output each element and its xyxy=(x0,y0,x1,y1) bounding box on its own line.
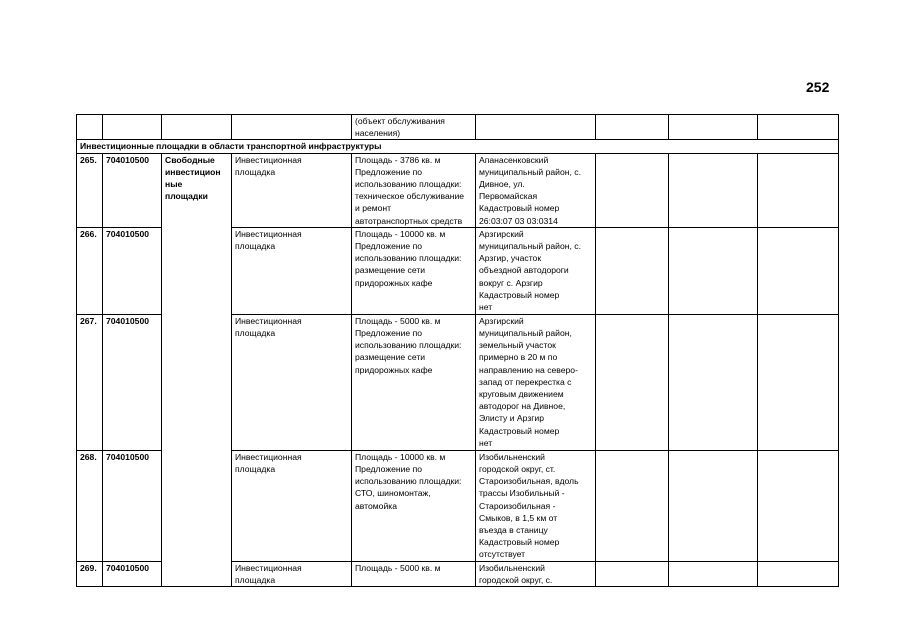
row-type: Инвестиционная площадка xyxy=(232,561,352,586)
row-type: Инвестиционная площадка xyxy=(232,314,352,450)
row-location: Изобильненский городской округ, с. xyxy=(476,561,596,586)
cell-empty xyxy=(758,561,839,586)
cell-empty xyxy=(596,314,669,450)
row-code: 704010500 xyxy=(103,450,162,561)
row-type: Инвестиционная площадка xyxy=(232,153,352,227)
cell-empty xyxy=(596,115,669,140)
row-code: 704010500 xyxy=(103,561,162,586)
investment-sites-table xyxy=(76,114,839,587)
row-location: Арзгирский муниципальный район, земельный участок примерно в 20 м по направлению на северо- запад от перекрестка с круговым движением автодорог на Дивное, Элисту и Арзгир Кадастровый номер нет xyxy=(476,314,596,450)
row-description: Площадь - 5000 кв. м Предложение по использованию площадки: размещение сети придорожных кафе xyxy=(352,314,476,450)
row-number: 267. xyxy=(77,314,103,450)
cell-empty xyxy=(103,115,162,140)
cell-empty xyxy=(669,227,758,314)
row-number: 268. xyxy=(77,450,103,561)
cell-empty xyxy=(669,561,758,586)
section-title: Инвестиционные площадки в области транспортной инфраструктуры xyxy=(77,140,839,153)
cell-empty xyxy=(758,153,839,227)
cell-empty xyxy=(77,115,103,140)
row-description: Площадь - 5000 кв. м xyxy=(352,561,476,586)
row-description: Площадь - 10000 кв. м Предложение по использованию площадки: СТО, шиномонтаж, автомойка xyxy=(352,450,476,561)
cell-empty xyxy=(758,314,839,450)
cell-empty xyxy=(758,227,839,314)
cell-empty xyxy=(596,561,669,586)
cell-empty xyxy=(669,314,758,450)
row-number: 265. xyxy=(77,153,103,227)
row-code: 704010500 xyxy=(103,314,162,450)
section-header-row xyxy=(77,140,839,153)
cell-empty xyxy=(596,227,669,314)
table-row xyxy=(77,153,839,227)
cell-empty xyxy=(596,153,669,227)
row-type: Инвестиционная площадка xyxy=(232,450,352,561)
row-location: Изобильненский городской округ, ст. Староизобильная, вдоль трассы Изобильный - Староизобильная - Смыков, в 1,5 км от въезда в станицу Кадастровый номер отсутствует xyxy=(476,450,596,561)
cell-empty xyxy=(758,115,839,140)
cell-empty xyxy=(596,450,669,561)
row-number: 269. xyxy=(77,561,103,586)
row-description: Площадь - 10000 кв. м Предложение по использованию площадки: размещение сети придорожных кафе xyxy=(352,227,476,314)
cell-empty xyxy=(669,153,758,227)
cell-empty xyxy=(669,115,758,140)
row-type: Инвестиционная площадка xyxy=(232,227,352,314)
table-row-continued xyxy=(77,115,839,140)
cell-empty xyxy=(669,450,758,561)
page-number: 252 xyxy=(806,79,830,95)
cell-empty xyxy=(758,450,839,561)
row-location: Арзгирский муниципальный район, с. Арзгир, участок объездной автодороги вокруг с. Арзгир Кадастровый номер нет xyxy=(476,227,596,314)
cell-empty xyxy=(232,115,352,140)
row-description: Площадь - 3786 кв. м Предложение по использованию площадки: техническое обслуживание и ремонт автотранспортных средств xyxy=(352,153,476,227)
cell-empty xyxy=(162,115,232,140)
cell-empty xyxy=(476,115,596,140)
row-code: 704010500 xyxy=(103,153,162,227)
cell-description: (объект обслуживания населения) xyxy=(352,115,476,140)
row-number: 266. xyxy=(77,227,103,314)
category-cell: Свободные инвестицион ные площадки xyxy=(162,153,232,587)
row-location: Апанасенковский муниципальный район, с. Дивное, ул. Первомайская Кадастровый номер 26:03:07 03 03:0314 xyxy=(476,153,596,227)
row-code: 704010500 xyxy=(103,227,162,314)
